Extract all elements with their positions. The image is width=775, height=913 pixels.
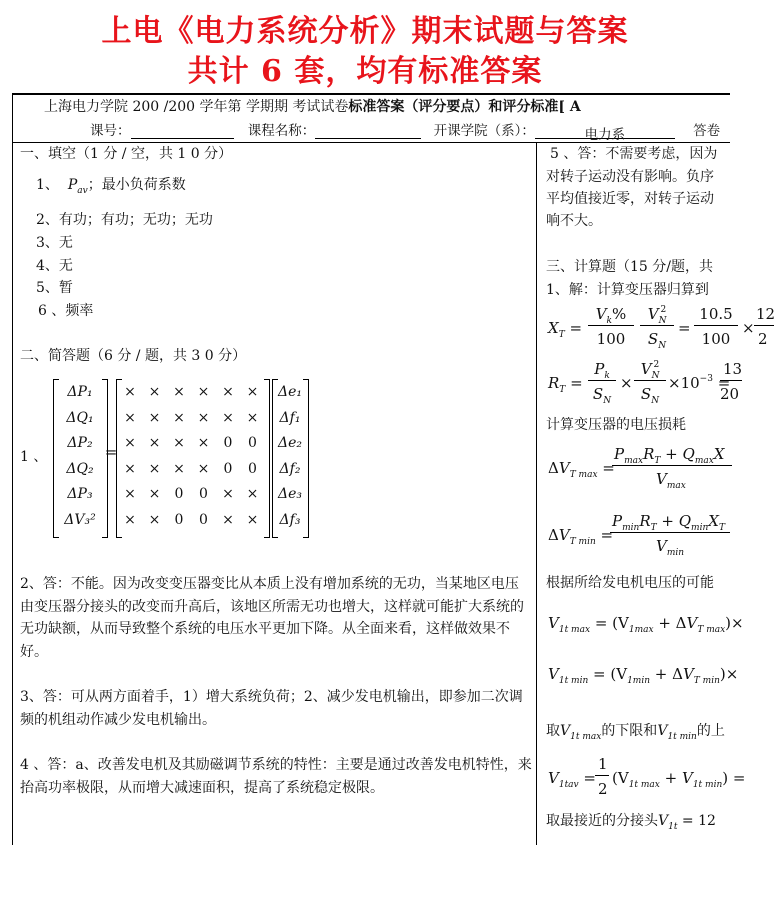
matrix-cell: 0 xyxy=(174,486,184,502)
left-vector-entry: ΔP₂ xyxy=(67,435,93,451)
answer-2: 2、答：不能。因为改变变压器变比从本质上没有增加系统的无功，当某地区电压由变压器分接头的改变而升高后，该地区所需无功也增大，这样就可能扩大系统的无功缺额，从而导致整个系统的电压水平更加下降。从全面来看，这样做效果不好。 xyxy=(20,576,524,660)
matrix-cell: × xyxy=(197,460,210,477)
voltage-loss-text: 计算变压器的电压损耗 xyxy=(546,417,686,433)
answer-sheet-label: 答卷 xyxy=(693,123,721,139)
banner-subtitle: 共计 6 套，均有标准答案 xyxy=(187,54,543,89)
matrix-cell: × xyxy=(148,435,161,451)
answer-5-line2: 对转子运动没有影响。负序 xyxy=(546,169,714,185)
matrix-cell: × xyxy=(148,409,161,426)
fill-q5: 5、暂 xyxy=(36,280,73,296)
answer-4: 4 、答：a、改善发电机及其励磁调节系统的特性：主要是通过改善发电机特性，来抬高功率极限，从而增大减速面积，提高了系统稳定极限。 xyxy=(20,757,532,796)
matrix-cell: × xyxy=(124,460,136,477)
fill-q6: 6 、频率 xyxy=(38,303,94,319)
right-vector-entry: Δf₂ xyxy=(279,460,301,477)
left-vector-entry: ΔQ₂ xyxy=(66,460,94,477)
left-vector-entry: ΔV₃² xyxy=(64,511,96,528)
left-vector-entry: ΔP₃ xyxy=(67,486,93,502)
matrix-cell: 0 xyxy=(248,460,257,477)
matrix-cell: × xyxy=(148,384,161,400)
matrix-cell: × xyxy=(222,486,234,502)
matrix-cell: × xyxy=(173,409,185,426)
fill-q1 xyxy=(36,176,186,200)
right-vector-entry: Δe₃ xyxy=(277,486,302,502)
course-no-field xyxy=(131,123,234,139)
matrix-cell: 0 xyxy=(199,511,208,528)
matrix-cell: × xyxy=(173,460,185,477)
answer-3: 3、答：可从两方面着手，1）增大系统负荷；2、减少发电机输出，即参加二次调频的机组动作减少发电机输出。 xyxy=(20,689,523,728)
matrix-cell: × xyxy=(173,384,185,400)
right-vector-entry: Δe₂ xyxy=(277,435,302,451)
q1-subscript: av xyxy=(77,186,88,196)
banner-title: 上电《电力系统分析》期末试题与答案 xyxy=(101,14,629,49)
answer-title: 标准答案（评分要点）和评分标准[ A xyxy=(348,99,581,115)
matrix-cell: × xyxy=(222,409,234,426)
q1-number: 1、 xyxy=(36,177,59,193)
matrix-cell: 0 xyxy=(174,511,184,528)
matrix-cell: × xyxy=(197,435,210,451)
fill-q3: 3、无 xyxy=(36,235,73,251)
college-field xyxy=(535,123,675,143)
matrix-cell: × xyxy=(148,460,161,477)
matrix-cell: × xyxy=(197,409,210,426)
fill-q2: 2、有功；有功；无功；无功 xyxy=(36,212,213,228)
matrix-cell: × xyxy=(124,486,136,502)
right-vector-entry: Δe₁ xyxy=(277,384,302,400)
column-divider xyxy=(536,142,537,845)
course-info-row xyxy=(90,119,721,143)
matrix-cell: 0 xyxy=(223,460,233,477)
college-label: 开课学院（系）： xyxy=(433,123,535,139)
matrix-cell: × xyxy=(246,511,259,528)
matrix-cell: × xyxy=(124,435,136,451)
nearest-tap-text: 取最接近的分接头$V_{1t} = 12$ xyxy=(546,813,716,832)
matrix-cell: 0 xyxy=(248,435,257,451)
college-value: 电力系 xyxy=(584,127,626,143)
left-vector-entry: ΔQ₁ xyxy=(66,409,94,426)
matrix-cell: × xyxy=(148,511,161,528)
right-vector-entry: Δf₁ xyxy=(279,409,301,426)
right-vector-entry: Δf₃ xyxy=(279,511,301,528)
matrix-cell: × xyxy=(222,511,234,528)
section1-title: 一、填空（1 分 / 空，共 1 0 分） xyxy=(20,146,233,162)
section2-title: 二、简答题（6 分 / 题，共 3 0 分） xyxy=(20,348,247,364)
matrix-cell: × xyxy=(222,384,234,400)
left-vector-entry: ΔP₁ xyxy=(67,384,93,400)
course-no-label: 课号： xyxy=(90,123,131,139)
by-generator-text: 根据所给发电机电压的可能 xyxy=(546,575,714,591)
matrix-cell: × xyxy=(246,384,259,400)
matrix-cell: × xyxy=(173,435,185,451)
frame-left-rule xyxy=(12,93,13,845)
answer-5-line1: 5 、答：不需要考虑，因为 xyxy=(550,146,718,162)
q1-text: ；最小负荷系数 xyxy=(87,177,186,193)
exam-header xyxy=(44,96,581,116)
take-limits-text: 取$V_{1t max}$的下限和$V_{1t min}$的上 xyxy=(546,723,725,742)
course-name-label: 课程名称： xyxy=(247,123,316,139)
matrix-cell: × xyxy=(124,511,136,528)
matrix-cell: × xyxy=(124,409,136,426)
q1-symbol: P xyxy=(67,177,78,193)
bracket-matrix-close xyxy=(264,379,270,538)
answer-5-line3: 平均值接近零，对转子运动 xyxy=(546,191,714,207)
matrix-equals: = xyxy=(104,442,118,461)
answer-5-line4: 响不大。 xyxy=(546,213,602,229)
section3-title: 三、计算题（15 分/题，共 xyxy=(546,259,713,275)
matrix-cell: × xyxy=(197,384,210,400)
frame-top-rule xyxy=(12,93,730,95)
matrix-cell: 0 xyxy=(223,435,233,451)
fill-q4: 4、无 xyxy=(36,258,73,274)
v1t-min-formula: $V_{1t min} = (V_{1min} + \Delta V_{T min})\times$ xyxy=(548,665,739,686)
matrix-cell: × xyxy=(124,384,136,400)
matrix-cell: × xyxy=(148,486,161,502)
calc-1-intro: 1、解：计算变压器归算到 xyxy=(546,282,709,298)
matrix-cell: × xyxy=(246,409,259,426)
school-line: 上海电力学院 200 /200 学年第 学期期 考试试卷 xyxy=(44,99,349,115)
matrix-cell: 0 xyxy=(199,486,208,502)
matrix-label: 1 、 xyxy=(20,449,48,465)
matrix-cell: × xyxy=(246,486,259,502)
course-name-field xyxy=(315,123,421,139)
v1t-max-formula: $V_{1t max} = (V_{1max} + \Delta V_{T max})\times$ xyxy=(548,614,744,635)
